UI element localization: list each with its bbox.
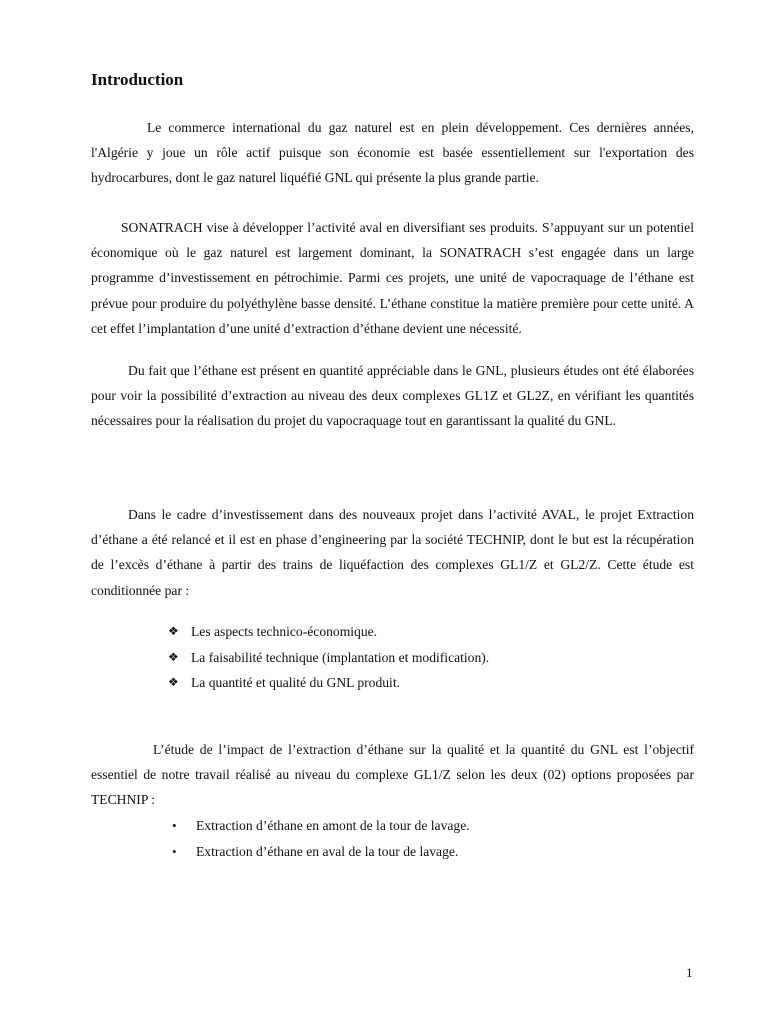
page-number: 1: [686, 965, 693, 980]
diamond-bullet-icon: ❖: [168, 649, 179, 664]
diamond-bullet-icon: ❖: [168, 624, 179, 638]
diamond-bullet-icon: ❖: [168, 675, 179, 689]
paragraph-ethane-studies: Du fait que l’éthane est présent en quantité appréciable dans le GNL, plusieurs études ont été élaborées pour voir la possibilité d’extraction au niveau des deux complexes GL1Z et GL2Z, en vérifiant les quantités nécessaires pour la réalisation du projet du vapocraquage tout en garantissant la qualité du GNL.: [91, 363, 694, 429]
paragraph-extraction-project: Dans le cadre d’investissement dans des nouveaux projet dans l’activité AVAL, le projet Extraction d’éthane a été relancé et il est en phase d’engineering par la société TECHNIP, dont le but est la récupération de l’excès d’éthane à partir des trains de liquéfaction des complexes GL1/Z et GL2/Z. Cette étude est conditionnée par :: [91, 507, 694, 598]
paragraph-sonatrach: SONATRACH vise à développer l’activité aval en diversifiant ses produits. S’appuyant sur un potentiel économique où le gaz naturel est largement dominant, la SONATRACH s’est engagée dans un large programme d’investissement en pétrochimie. Parmi ces projets, une unité de vapocraquage de l’éthane est prévue pour produire du polyéthylène basse densité. L’éthane constitue la matière première pour cette unité. A cet effet l’implantation d’une unité d’extraction d’éthane devient une nécessité.: [91, 220, 694, 336]
list-item-text: Extraction d’éthane en amont de la tour de lavage.: [196, 818, 470, 833]
paragraph-objective: L’étude de l’impact de l’extraction d’éthane sur la qualité et la quantité du GNL est l’objectif essentiel de notre travail réalisé au niveau du complexe GL1/Z selon les deux (02) options proposées par TECHNIP :: [91, 742, 694, 808]
bullet-icon: •: [172, 843, 177, 859]
list-item-text: La quantité et qualité du GNL produit.: [191, 675, 401, 690]
list-item-text: Extraction d’éthane en aval de la tour de lavage.: [196, 843, 459, 859]
section-title: Introduction: [91, 70, 184, 89]
list-item-text: Les aspects technico-économique.: [191, 624, 378, 639]
list-item-text: La faisabilité technique (implantation et modification).: [191, 649, 490, 665]
bullet-icon: •: [172, 818, 177, 833]
paragraph-gas-trade: Le commerce international du gaz naturel est en plein développement. Ces dernières années, l'Algérie y joue un rôle actif puisque son économie est basée essentiellement sur l'exportation des hydrocarbures, dont le gaz naturel liquéfié GNL qui présente la plus grande partie.: [91, 120, 694, 186]
